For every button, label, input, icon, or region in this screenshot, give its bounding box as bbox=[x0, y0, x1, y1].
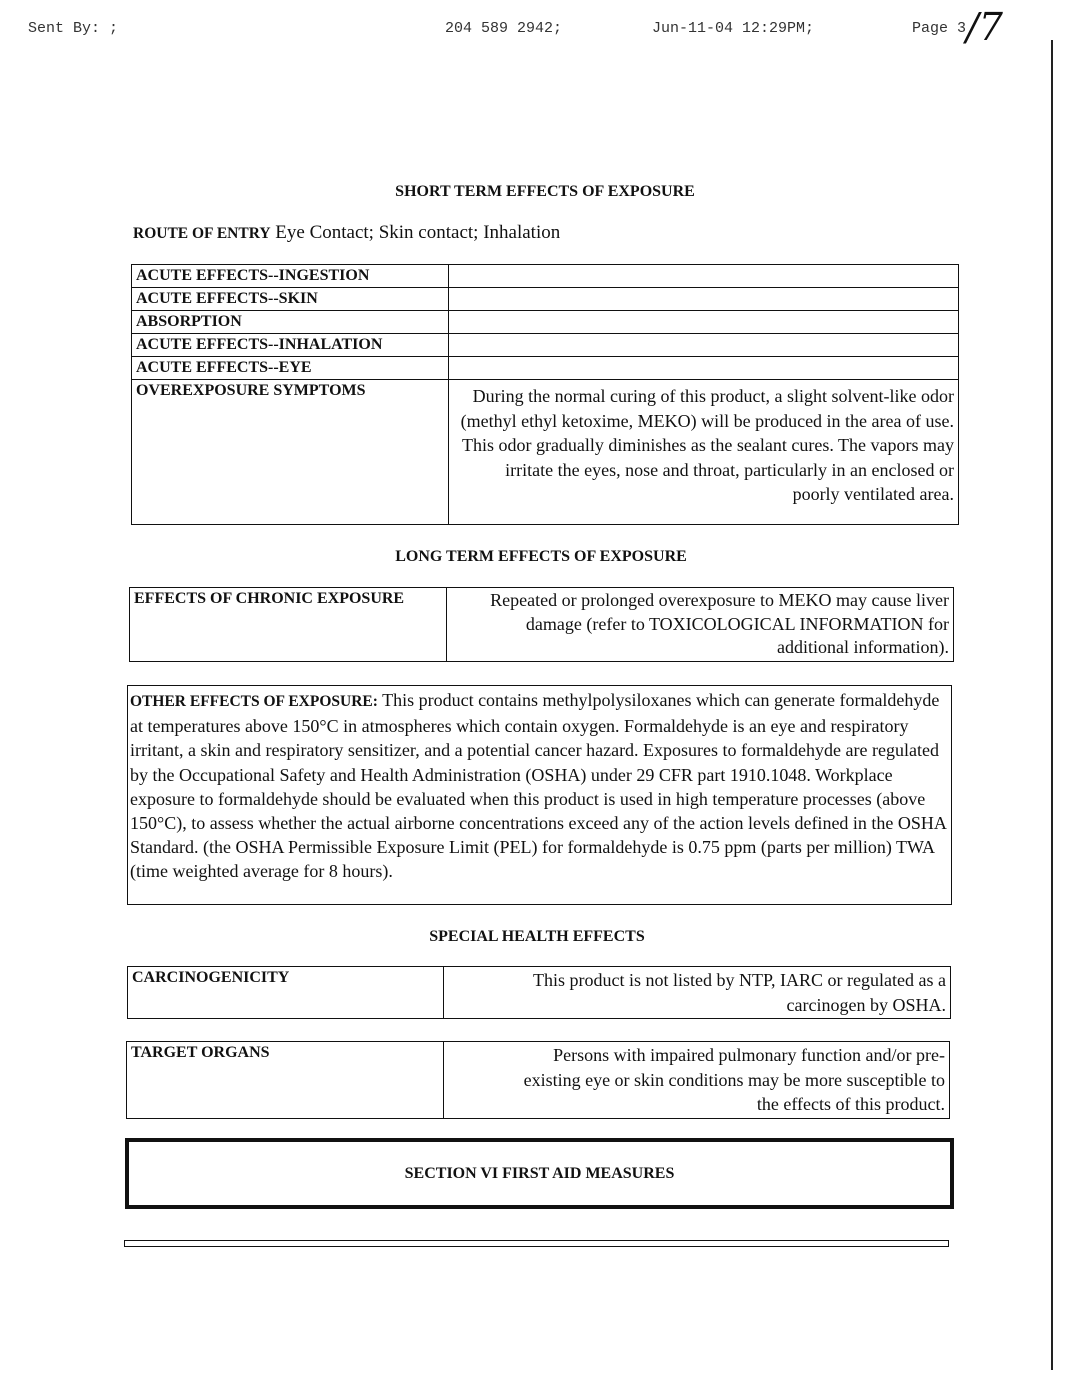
overexposure-value: During the normal curing of this product, a slight solvent-like odor (methyl ethyl ketoxime, MEKO) will be produced in the area of use. This odor gradually diminishes as the sealant cures. The vapors may irritate the eyes, nose and throat, particularly in an enclosed or poorly ventilated area. bbox=[449, 380, 959, 525]
table-row bbox=[128, 967, 951, 1019]
table-row bbox=[132, 311, 959, 334]
short-term-table bbox=[131, 264, 959, 525]
section-vi-box bbox=[125, 1138, 954, 1209]
table-row bbox=[132, 265, 959, 288]
acute-inhalation-value bbox=[449, 334, 959, 357]
carcinogenicity-table bbox=[127, 966, 951, 1019]
table-row bbox=[127, 1042, 950, 1119]
carcinogenicity-value: This product is not listed by NTP, IARC or regulated as a carcinogen by OSHA. bbox=[444, 967, 951, 1019]
other-effects-value: This product contains methylpolysiloxanes which can generate formaldehyde at temperatures above 150°C in atmospheres which contain oxygen. Formaldehyde is an eye and respiratory irritant, a skin and respiratory sensitizer, and a potential cancer hazard. Exposures to formaldehyde are regulated by the Occupational Safety and Health Administration (OSHA) under 29 CFR part 1910.1048. Workplace exposure to formaldehyde should be evaluated when this product is used in high temperature processes (above 150°C), to assess whether the actual airborne concentrations exceed any of the action levels defined in the OSHA Standard. (the OSHA Permissible Exposure Limit (PEL) for formaldehyde is 0.75 ppm (parts per million) TWA (time weighted average for 8 hours). bbox=[130, 690, 946, 882]
table-row bbox=[132, 334, 959, 357]
target-organs-table bbox=[126, 1041, 950, 1119]
chronic-table bbox=[129, 587, 954, 662]
table-row bbox=[132, 288, 959, 311]
fax-sent-by: Sent By: ; bbox=[28, 20, 119, 37]
short-term-heading: SHORT TERM EFFECTS OF EXPOSURE bbox=[395, 183, 695, 200]
fax-phone: 204 589 2942; bbox=[445, 20, 563, 37]
absorption-label: ABSORPTION bbox=[132, 311, 449, 334]
absorption-value bbox=[449, 311, 959, 334]
overexposure-label: OVEREXPOSURE SYMPTOMS bbox=[132, 380, 449, 525]
route-of-entry-label: ROUTE OF ENTRY bbox=[133, 225, 271, 242]
special-health-heading: SPECIAL HEALTH EFFECTS bbox=[429, 928, 645, 945]
long-term-heading: LONG TERM EFFECTS OF EXPOSURE bbox=[395, 548, 687, 565]
acute-inhalation-label: ACUTE EFFECTS--INHALATION bbox=[132, 334, 449, 357]
acute-eye-value bbox=[449, 357, 959, 380]
carcinogenicity-label: CARCINOGENICITY bbox=[128, 967, 444, 1019]
page-edge-line bbox=[1051, 40, 1053, 1370]
section-vi-title: SECTION VI FIRST AID MEASURES bbox=[404, 1164, 675, 1182]
fax-page-handwritten: /7 bbox=[966, 5, 1003, 49]
other-effects-label: OTHER EFFECTS OF EXPOSURE: bbox=[130, 693, 378, 710]
acute-eye-label: ACUTE EFFECTS--EYE bbox=[132, 357, 449, 380]
other-effects-box bbox=[127, 685, 952, 905]
table-row bbox=[130, 588, 954, 662]
acute-ingestion-value bbox=[449, 265, 959, 288]
chronic-exposure-value: Repeated or prolonged overexposure to MEKO may cause liver damage (refer to TOXICOLOGICAL INFORMATION for additional information). bbox=[447, 588, 954, 662]
chronic-exposure-label: EFFECTS OF CHRONIC EXPOSURE bbox=[130, 588, 447, 662]
route-of-entry bbox=[133, 222, 560, 244]
fax-page-label: Page 3 bbox=[912, 20, 967, 37]
target-organs-value: Persons with impaired pulmonary function and/or pre-existing eye or skin conditions may be more susceptible to the effects of this product. bbox=[444, 1042, 950, 1119]
table-row bbox=[132, 380, 959, 525]
acute-skin-value bbox=[449, 288, 959, 311]
target-organs-label: TARGET ORGANS bbox=[127, 1042, 444, 1119]
fax-datetime: Jun-11-04 12:29PM; bbox=[652, 20, 815, 37]
bottom-rule bbox=[124, 1240, 949, 1247]
acute-ingestion-label: ACUTE EFFECTS--INGESTION bbox=[132, 265, 449, 288]
route-of-entry-value: Eye Contact; Skin contact; Inhalation bbox=[275, 222, 561, 243]
table-row bbox=[132, 357, 959, 380]
acute-skin-label: ACUTE EFFECTS--SKIN bbox=[132, 288, 449, 311]
